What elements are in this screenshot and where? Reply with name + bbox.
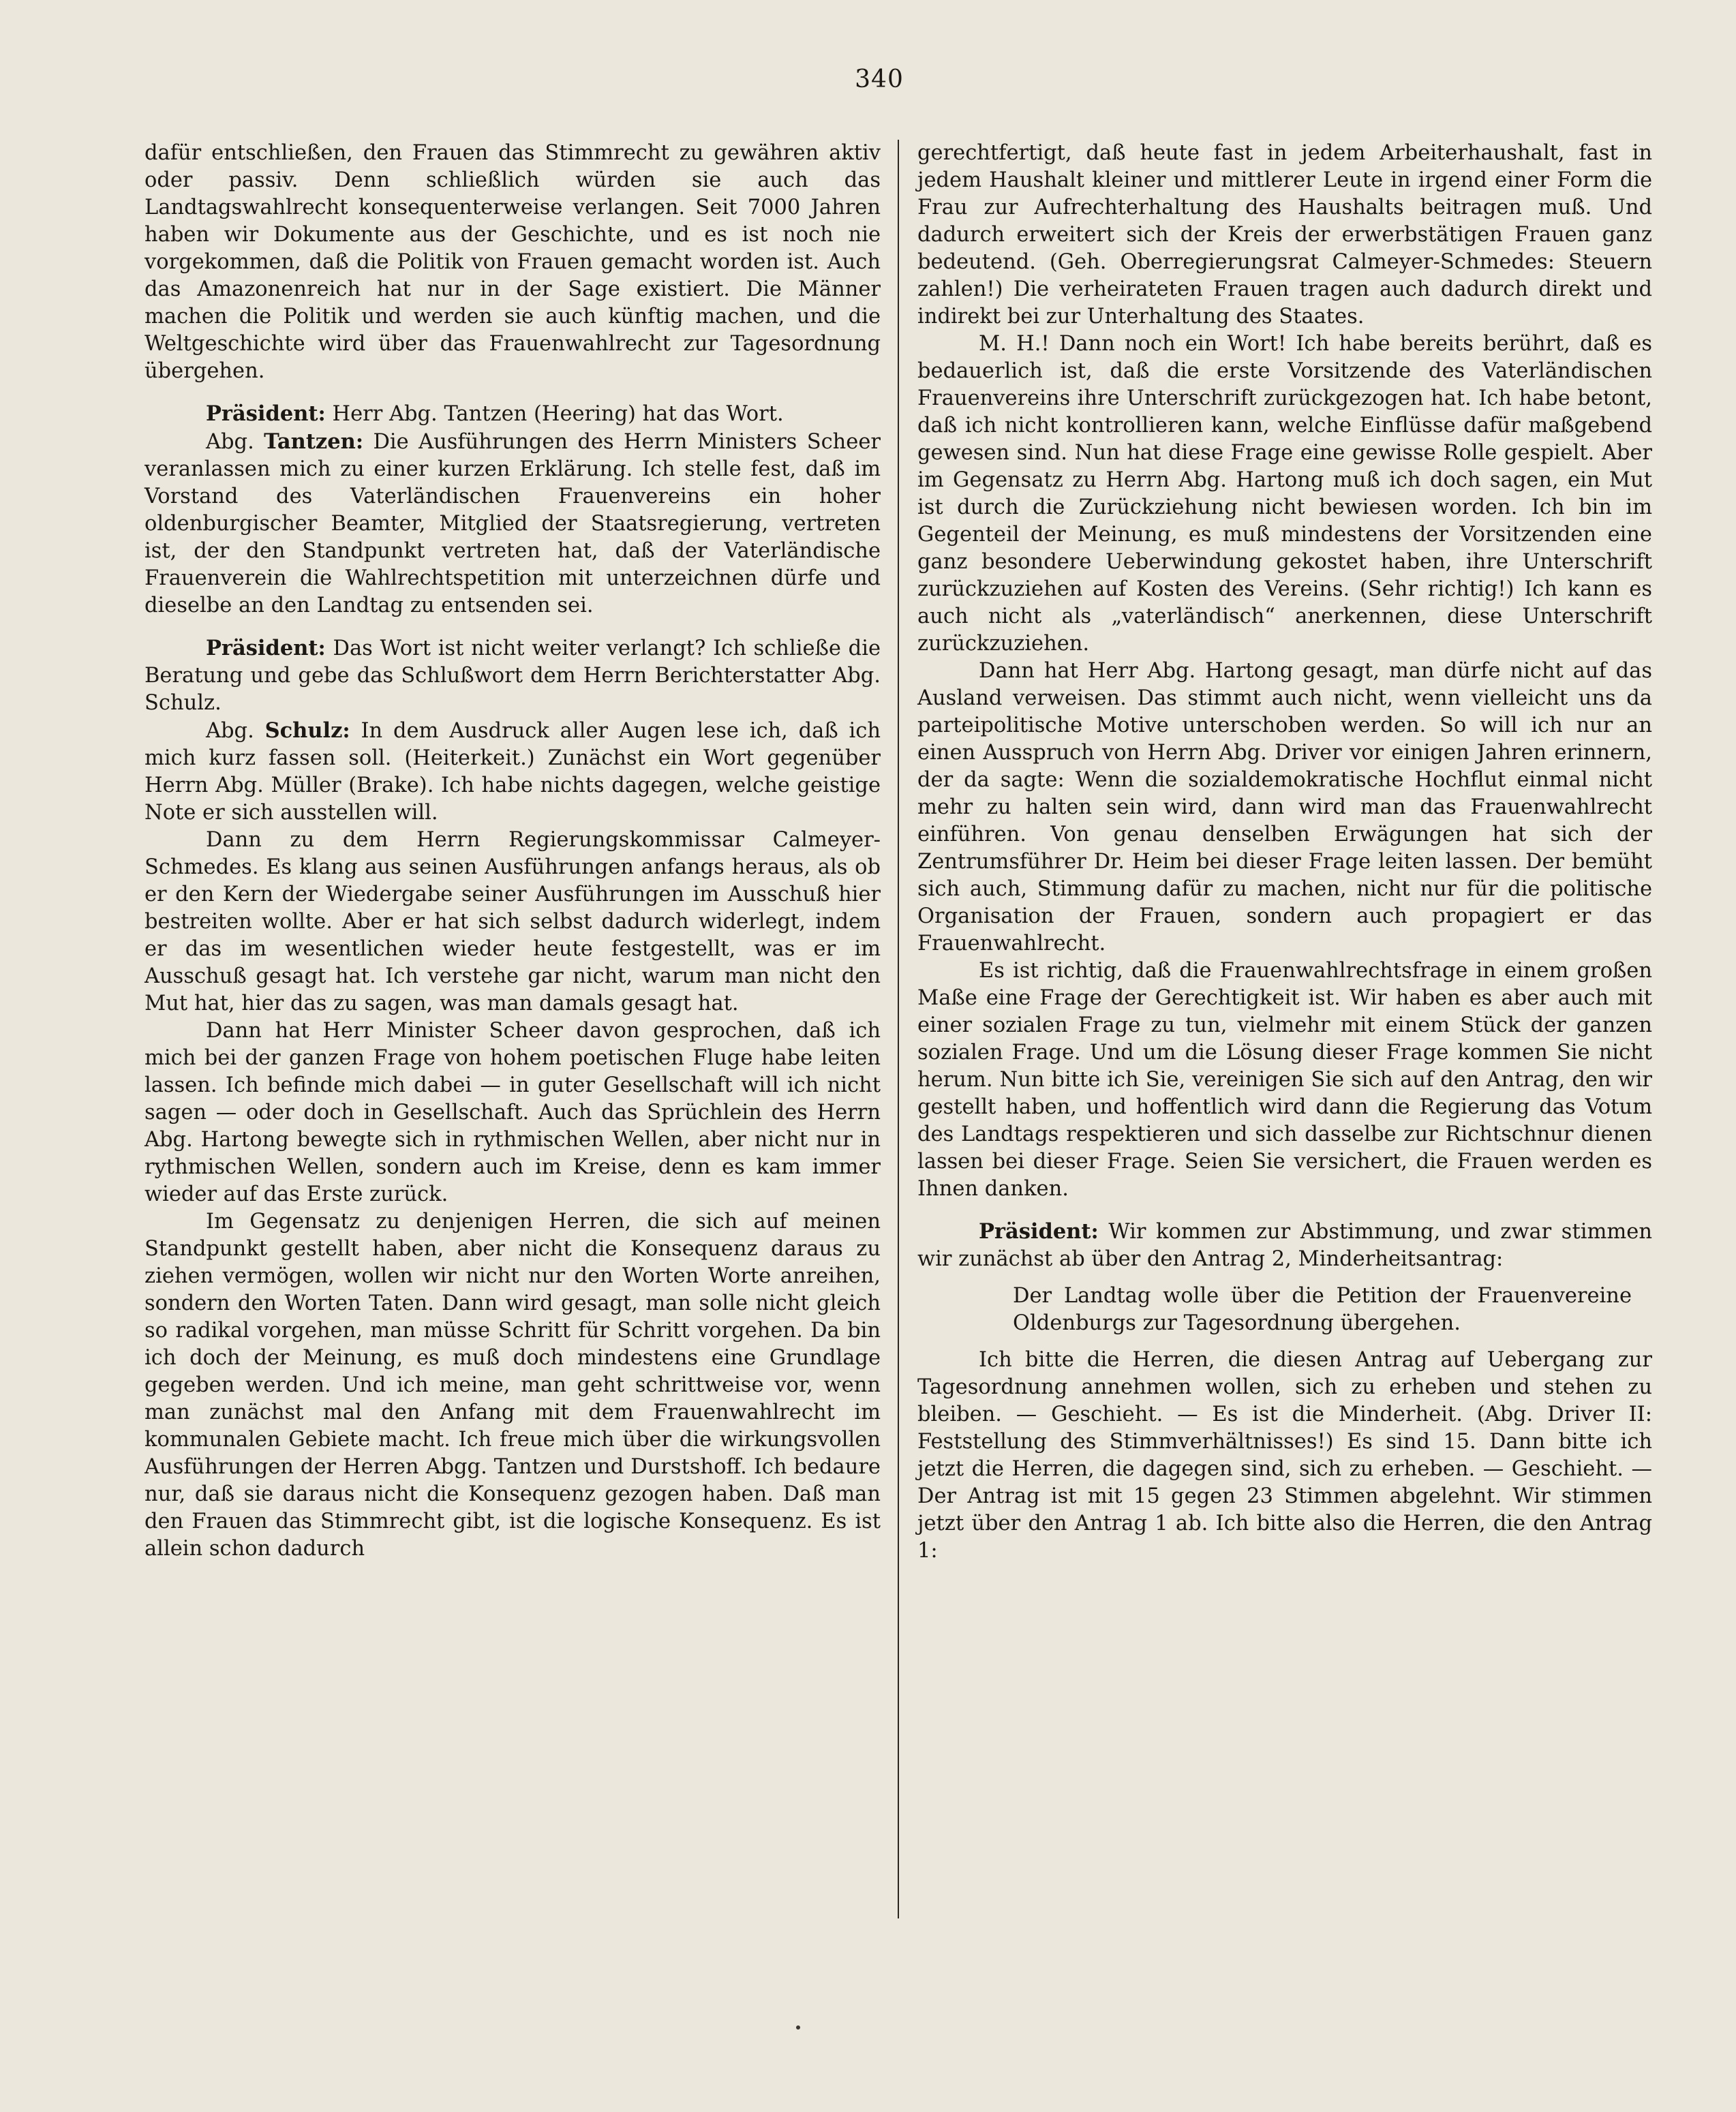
right-column — [917, 140, 1652, 1565]
paragraph: dafür entschließen, den Frauen das Stimmrecht zu gewähren aktiv oder passiv. Denn schließlich würden sie auch das Landtagswahlrecht konsequenterweise verlangen. Seit 7000 Jahren haben wir Dokumente aus der Geschichte, und es ist noch nie vorgekommen, daß die Politik von Frauen gemacht worden ist. Auch das Amazonenreich hat nur in der Sage existiert. Die Männer machen die Politik und werden sie auch künftig machen, und die Weltgeschichte wird über das Frauenwahlrecht zur Tagesordnung übergehen. — [144, 141, 881, 383]
paragraph-text: Die Ausführungen des Herrn Ministers Scheer veranlassen mich zu einer kurzen Erklärung. Ich stelle fest, daß im Vorstand des Vaterländischen Frauenvereins ein hoher oldenburgischer Beamter, Mitglied der Staatsregierung, vertreten ist, der den Standpunkt vertreten hat, daß der Vaterländische Frauenverein die Wahlrechtspetition mit unterzeichnen dürfe und dieselbe an den Landtag zu entsenden sei. — [144, 430, 881, 617]
motion-quote: Der Landtag wolle über die Petition der Frauenvereine Oldenburgs zur Tagesordnung übergehen. — [1013, 1284, 1632, 1335]
speaker-prefix: Abg. — [206, 430, 264, 454]
paragraph: Ich bitte die Herren, die diesen Antrag auf Uebergang zur Tagesordnung annehmen wollen, sich zu erheben und stehen zu bleiben. — Geschieht. — Es ist die Minderheit. (Abg. Driver II: Feststellung des Stimmverhältnisses!) Es sind 15. Dann bitte ich jetzt die Herren, die dagegen sind, sich zu erheben. — Geschieht. — Der Antrag ist mit 15 gegen 23 Stimmen abgelehnt. Wir stimmen jetzt über den Antrag 1 ab. Ich bitte also die Herren, die den Antrag 1: — [917, 1348, 1652, 1563]
speaker-paragraph — [144, 400, 881, 428]
left-column — [144, 140, 881, 1563]
column-divider — [898, 140, 899, 1918]
speaker-name: Tantzen: — [264, 429, 364, 454]
paper-speck — [796, 2025, 800, 2030]
speaker-paragraph — [917, 1218, 1652, 1273]
paragraph-text: Wir kommen zur Abstimmung, und zwar stimmen wir zunächst ab über den Antrag 2, Minderheitsantrag: — [917, 1220, 1652, 1271]
page-number: 340 — [855, 65, 904, 93]
speaker-prefix: Abg. — [206, 719, 265, 743]
paragraph: Dann hat Herr Abg. Hartong gesagt, man dürfe nicht auf das Ausland verweisen. Das stimmt auch nicht, wenn vielleicht uns da parteipolitische Motive unterschoben werden. So will ich nur an einen Ausspruch von Herrn Abg. Driver vor einigen Jahren erinnern, der da sagte: Wenn die sozialdemokratische Hochflut einmal nicht mehr zu halten sein wird, dann wird man das Frauenwahlrecht einführen. Von genau denselben Erwägungen hat sich der Zentrumsführer Dr. Heim bei dieser Frage leiten lassen. Der bemüht sich auch, Stimmung dafür zu machen, nicht nur für die politische Organisation der Frauen, sondern auch propagiert er das Frauenwahlrecht. — [917, 659, 1652, 955]
speaker-name: Schulz: — [264, 718, 350, 743]
speaker-name: Präsident: — [206, 401, 326, 426]
speaker-paragraph — [144, 717, 881, 827]
speaker-name: Präsident: — [979, 1219, 1099, 1244]
paragraph: Es ist richtig, daß die Frauenwahlrechtsfrage in einem großen Maße eine Frage der Gerechtigkeit ist. Wir haben es aber auch mit einer sozialen Frage zu tun, vielmehr mit einem Stück der ganzen sozialen Frage. Und um die Lösung dieser Frage kommen Sie nicht herum. Nun bitte ich Sie, vereinigen Sie sich auf den Antrag, den wir gestellt haben, und hoffentlich wird dann die Regierung das Votum des Landtags respektieren und sich dasselbe zur Richtschnur dienen lassen bei dieser Frage. Seien Sie versichert, die Frauen werden es Ihnen danken. — [917, 959, 1652, 1201]
paragraph-text: In dem Ausdruck aller Augen lese ich, daß ich mich kurz fassen soll. (Heiterkeit.) Zunächst ein Wort gegenüber Herrn Abg. Müller (Brake). Ich habe nichts dagegen, welche geistige Note er sich ausstellen will. — [144, 719, 881, 825]
paragraph: gerechtfertigt, daß heute fast in jedem Arbeiterhaushalt, fast in jedem Haushalt kleiner und mittlerer Leute in irgend einer Form die Frau zur Aufrechterhaltung des Haushalts beitragen muß. Und dadurch erweitert sich der Kreis der erwerbstätigen Frauen ganz bedeutend. (Geh. Oberregierungsrat Calmeyer-Schmedes: Steuern zahlen!) Die verheirateten Frauen tragen auch dadurch direkt und indirekt bei zur Unterhaltung des Staates. — [917, 141, 1652, 328]
paragraph: Im Gegensatz zu denjenigen Herren, die sich auf meinen Standpunkt gestellt haben, aber nicht die Konsequenz daraus zu ziehen vermögen, wollen wir nicht nur den Worten Worte anreihen, sondern den Worten Taten. Dann wird gesagt, man solle nicht gleich so radikal vorgehen, man müsse Schritt für Schritt vorgehen. Da bin ich doch der Meinung, es muß doch mindestens eine Grundlage gegeben werden. Und ich meine, man geht schrittweise vor, wenn man zunächst mal den Anfang mit dem Frauenwahlrecht im kommunalen Gebiete macht. Ich freue mich über die wirkungsvollen Ausführungen der Herren Abgg. Tantzen und Durstshoff. Ich bedaure nur, daß sie daraus nicht die Konsequenz gezogen haben. Daß man den Frauen das Stimmrecht gibt, ist die logische Konsequenz. Es ist allein schon dadurch — [144, 1210, 881, 1561]
paragraph-text: Herr Abg. Tantzen (Heering) hat das Wort. — [325, 402, 784, 426]
speaker-name: Präsident: — [206, 636, 326, 660]
speaker-paragraph — [144, 428, 881, 619]
paragraph: M. H.! Dann noch ein Wort! Ich habe bereits berührt, daß es bedauerlich ist, daß die erste Vorsitzende des Vaterländischen Frauenvereins ihre Unterschrift zurückgezogen hat. Ich habe betont, daß ich nicht kontrollieren kann, welche Einflüsse dafür maßgebend gewesen sind. Nun hat diese Frage eine gewisse Rolle gespielt. Aber im Gegensatz zu Herrn Abg. Hartong muß ich doch sagen, ein Mut ist durch die Zurückziehung nicht bewiesen worden. Ich bin im Gegenteil der Meinung, es muß mindestens der Vorsitzenden eine ganz besondere Ueberwindung gekostet haben, ihre Unterschrift zurückzuziehen auf Kosten des Vereins. (Sehr richtig!) Ich kann es auch nicht als „vaterländisch“ anerkennen, diese Unterschrift zurückzuziehen. — [917, 332, 1652, 656]
paragraph: Dann hat Herr Minister Scheer davon gesprochen, daß ich mich bei der ganzen Frage von hohem poetischen Fluge habe leiten lassen. Ich befinde mich dabei — in guter Gesellschaft will ich nicht sagen — oder doch in Gesellschaft. Auch das Sprüchlein des Herrn Abg. Hartong bewegte sich in rythmischen Wellen, aber nicht nur in rythmischen Wellen, sondern auch im Kreise, denn es kam immer wieder auf das Erste zurück. — [144, 1019, 881, 1206]
paragraph-text: Das Wort ist nicht weiter verlangt? Ich schließe die Beratung und gebe das Schlußwort dem Herrn Berichterstatter Abg. Schulz. — [144, 637, 881, 715]
speaker-paragraph — [144, 634, 881, 717]
paragraph: Dann zu dem Herrn Regierungskommissar Calmeyer-Schmedes. Es klang aus seinen Ausführungen anfangs heraus, als ob er den Kern der Wiedergabe seiner Ausführungen im Ausschuß hier bestreiten wollte. Aber er hat sich selbst dadurch widerlegt, indem er das im wesentlichen wieder heute festgestellt, was er im Ausschuß gesagt hat. Ich verstehe gar nicht, warum man nicht den Mut hat, hier das zu sagen, was man damals gesagt hat. — [144, 828, 881, 1015]
